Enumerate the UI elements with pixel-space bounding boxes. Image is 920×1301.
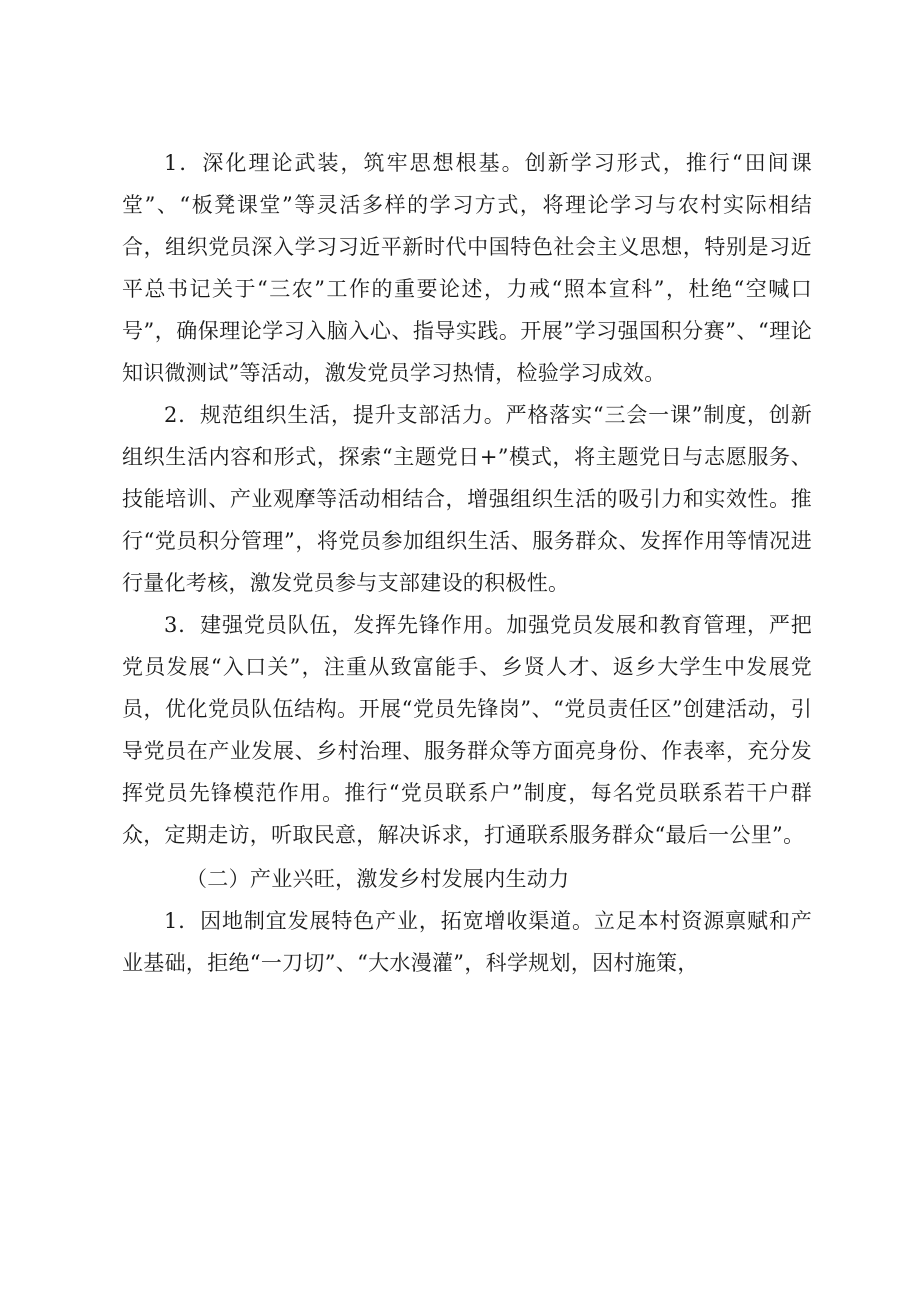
document-body [122, 142, 812, 984]
paragraph-theory-study: 1．深化理论武装，筑牢思想根基。创新学习形式，推行“田间课堂”、“板凳课堂”等灵活多样的学习方式，将理论学习与农村实际相结合，组织党员深入学习习近平新时代中国特色社会主义思想，特别是习近平总书记关于“三农”工作的重要论述，力戒“照本宣科”，杜绝“空喊口号”，确保理论学习入脑入心、指导实践。开展”学习强国积分赛”、“理论知识微测试”等活动，激发党员学习热情，检验学习成效。 [122, 151, 812, 385]
paragraph-organization-life: 2．规范组织生活，提升支部活力。严格落实“三会一课”制度，创新组织生活内容和形式，探索“主题党日+”模式，将主题党日与志愿服务、技能培训、产业观摩等活动相结合，增强组织生活的吸引力和实效性。推行“党员积分管理”，将党员参加组织生活、服务群众、发挥作用等情况进行量化考核，激发党员参与支部建设的积极性。 [122, 403, 812, 595]
paragraph-special-industry: 1．因地制宜发展特色产业，拓宽增收渠道。立足本村资源禀赋和产业基础，拒绝“一刀切”、“大水漫灌”，科学规划，因村施策， [122, 909, 812, 975]
section-heading-industry: （二）产业兴旺，激发乡村发展内生动力 [186, 867, 570, 891]
paragraph-party-member-team: 3．建强党员队伍，发挥先锋作用。加强党员发展和教育管理，严把党员发展“入口关”，注重从致富能手、乡贤人才、返乡大学生中发展党员，优化党员队伍结构。开展“党员先锋岗”、“党员责任区”创建活动，引导党员在产业发展、乡村治理、服务群众等方面亮身份、作表率，充分发挥党员先锋模范作用。推行“党员联系户”制度，每名党员联系若干户群众，定期走访，听取民意，解决诉求，打通联系服务群众“最后一公里”。 [122, 613, 812, 847]
